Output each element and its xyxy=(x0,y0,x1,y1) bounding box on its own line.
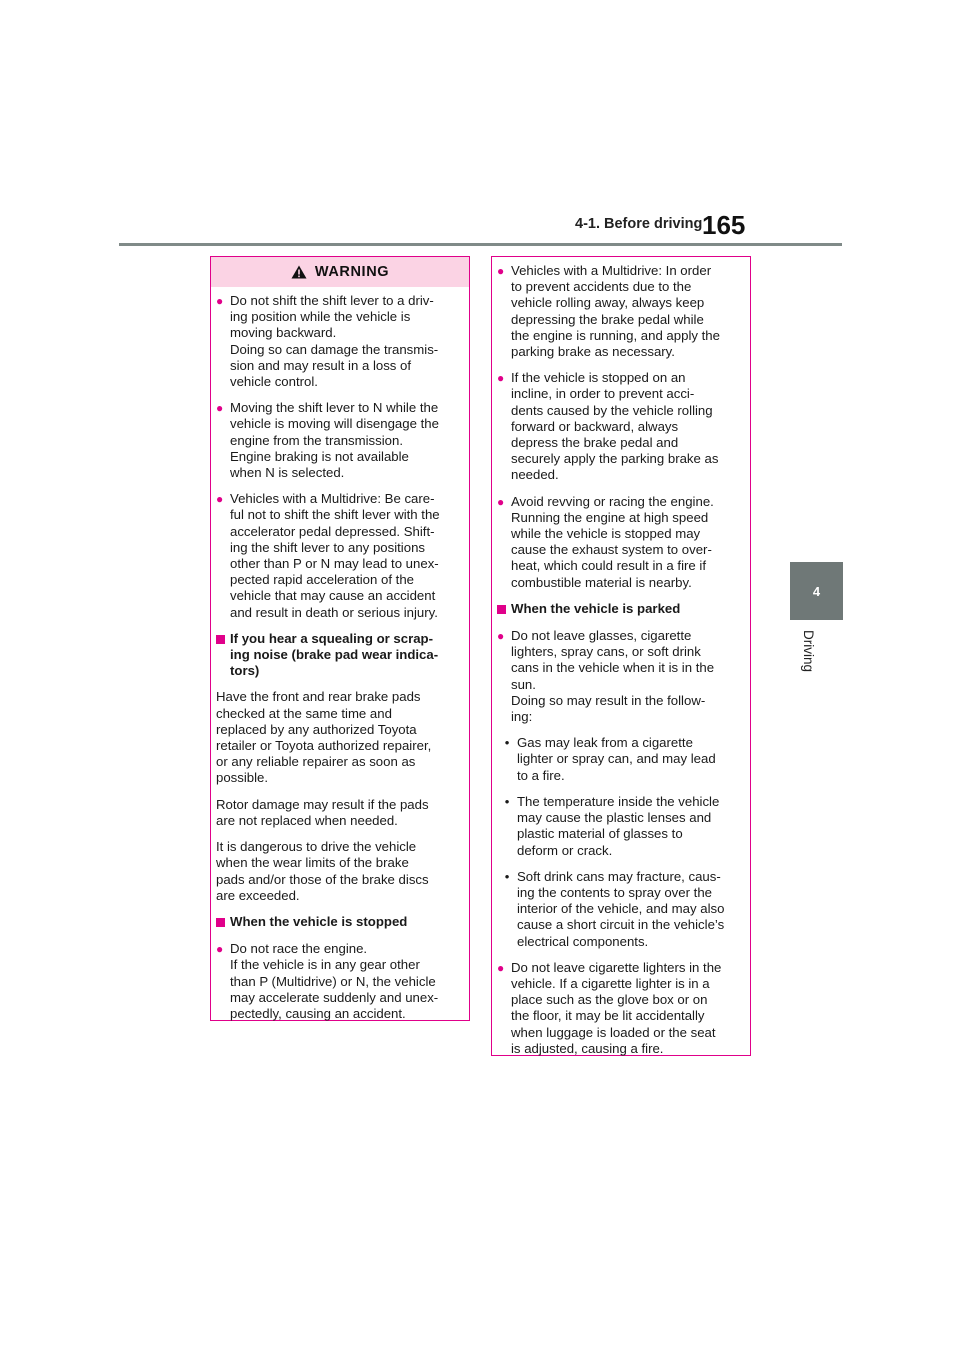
circle-bullet-icon: ● xyxy=(216,294,224,308)
list-item: ● If the vehicle is stopped on an incline, in order to prevent acci- dents caused by the vehicle rolling forward or backward, always depress the brake pedal and securely apply the parking brake as needed. xyxy=(497,370,719,483)
dot-bullet-icon: • xyxy=(504,868,510,884)
list-item: ● Do not leave glasses, cigarette lighters, spray cans, or soft drink cans in the vehicle when it is in the sun. Doing so may result in the follow- ing: xyxy=(497,628,715,725)
sub-list-item: • Gas may leak from a cigarette lighter or spray can, and may lead to a fire. xyxy=(497,735,741,784)
page-number: 165 xyxy=(702,210,746,240)
warning-content-right xyxy=(492,257,750,1057)
sub-list-item: • The temperature inside the vehicle may cause the plastic lenses and plastic material of glasses to deform or crack. xyxy=(497,794,741,859)
list-item: ● Do not shift the shift lever to a driv- ing position while the vehicle is moving backward. Doing so can damage the transmis- sion and may result in a loss of vehicle control. xyxy=(216,293,439,390)
paragraph: Have the front and rear brake pads checked at the same time and replaced by any authorized Toyota retailer or Toyota authorized repairer, or any reliable repairer as soon as possible. xyxy=(216,689,432,786)
circle-bullet-icon: ● xyxy=(497,371,505,386)
subheading: When the vehicle is stopped xyxy=(216,914,460,931)
chapter-label: Driving xyxy=(801,630,816,673)
dot-bullet-icon: • xyxy=(504,793,510,809)
chapter-number: 4 xyxy=(812,583,821,599)
warning-triangle-icon xyxy=(291,265,307,279)
paragraph: Rotor damage may result if the pads are not replaced when needed. xyxy=(216,796,429,828)
square-bullet-icon xyxy=(497,605,506,614)
circle-bullet-icon: ● xyxy=(216,401,224,416)
warning-content-left xyxy=(211,287,469,1022)
section-title: 4-1. Before driving xyxy=(575,216,703,232)
square-bullet-icon xyxy=(216,918,225,927)
chapter-tab xyxy=(790,562,843,620)
circle-bullet-icon: ● xyxy=(497,629,505,644)
list-item: ● Vehicles with a Multidrive: Be care- ful not to shift the shift lever with the accelerator pedal depressed. Shift- ing the shift lever to any positions other than P or N may lead to unex- pected rapid acceleration of the vehicle that may cause an accident and result in death or serious injury. xyxy=(216,491,440,620)
square-bullet-icon xyxy=(216,635,225,644)
warning-box-left xyxy=(210,256,470,1021)
dot-bullet-icon: • xyxy=(504,735,510,751)
header-divider xyxy=(119,243,842,246)
circle-bullet-icon: ● xyxy=(216,492,224,507)
list-item: ● Do not race the engine. If the vehicle is in any gear other than P (Multidrive) or N, the vehicle may accelerate suddenly and unex- pectedly, causing an accident. xyxy=(216,941,439,1021)
warning-header xyxy=(211,257,469,287)
circle-bullet-icon: ● xyxy=(497,264,505,278)
circle-bullet-icon: ● xyxy=(497,494,505,509)
subheading: When the vehicle is parked xyxy=(497,601,741,618)
circle-bullet-icon: ● xyxy=(497,960,505,975)
list-item: ● Do not leave cigarette lighters in the vehicle. If a cigarette lighter is in a place such as the glove box or on the floor, it may be lit accidentally when luggage is loaded or the seat is adjusted, causing a fire. xyxy=(497,959,722,1056)
list-item: ● Moving the shift lever to N while the vehicle is moving will disengage the engine from the transmission. Engine braking is not available when N is selected. xyxy=(216,400,439,481)
sub-list-item: • Soft drink cans may fracture, caus- ing the contents to spray over the interior of the vehicle, and may also cause a short circuit in the vehicle’s electrical components. xyxy=(497,869,741,950)
warning-box-right xyxy=(491,256,751,1056)
list-item: ● Vehicles with a Multidrive: In order to prevent accidents due to the vehicle rolling away, always keep depressing the brake pedal while the engine is running, and apply the parking brake as necessary. xyxy=(497,263,720,360)
circle-bullet-icon: ● xyxy=(216,942,224,957)
list-item: ● Avoid revving or racing the engine. Running the engine at high speed while the vehicle is stopped may cause the exhaust system to over- heat, which could result in a fire if combustible material is nearby. xyxy=(497,493,714,590)
warning-title: WARNING xyxy=(314,264,390,280)
subheading: If you hear a squealing or scrap- ing noise (brake pad wear indica- tors) xyxy=(216,631,460,680)
paragraph: It is dangerous to drive the vehicle when the wear limits of the brake pads and/or those of the brake discs are exceeded. xyxy=(216,839,429,903)
